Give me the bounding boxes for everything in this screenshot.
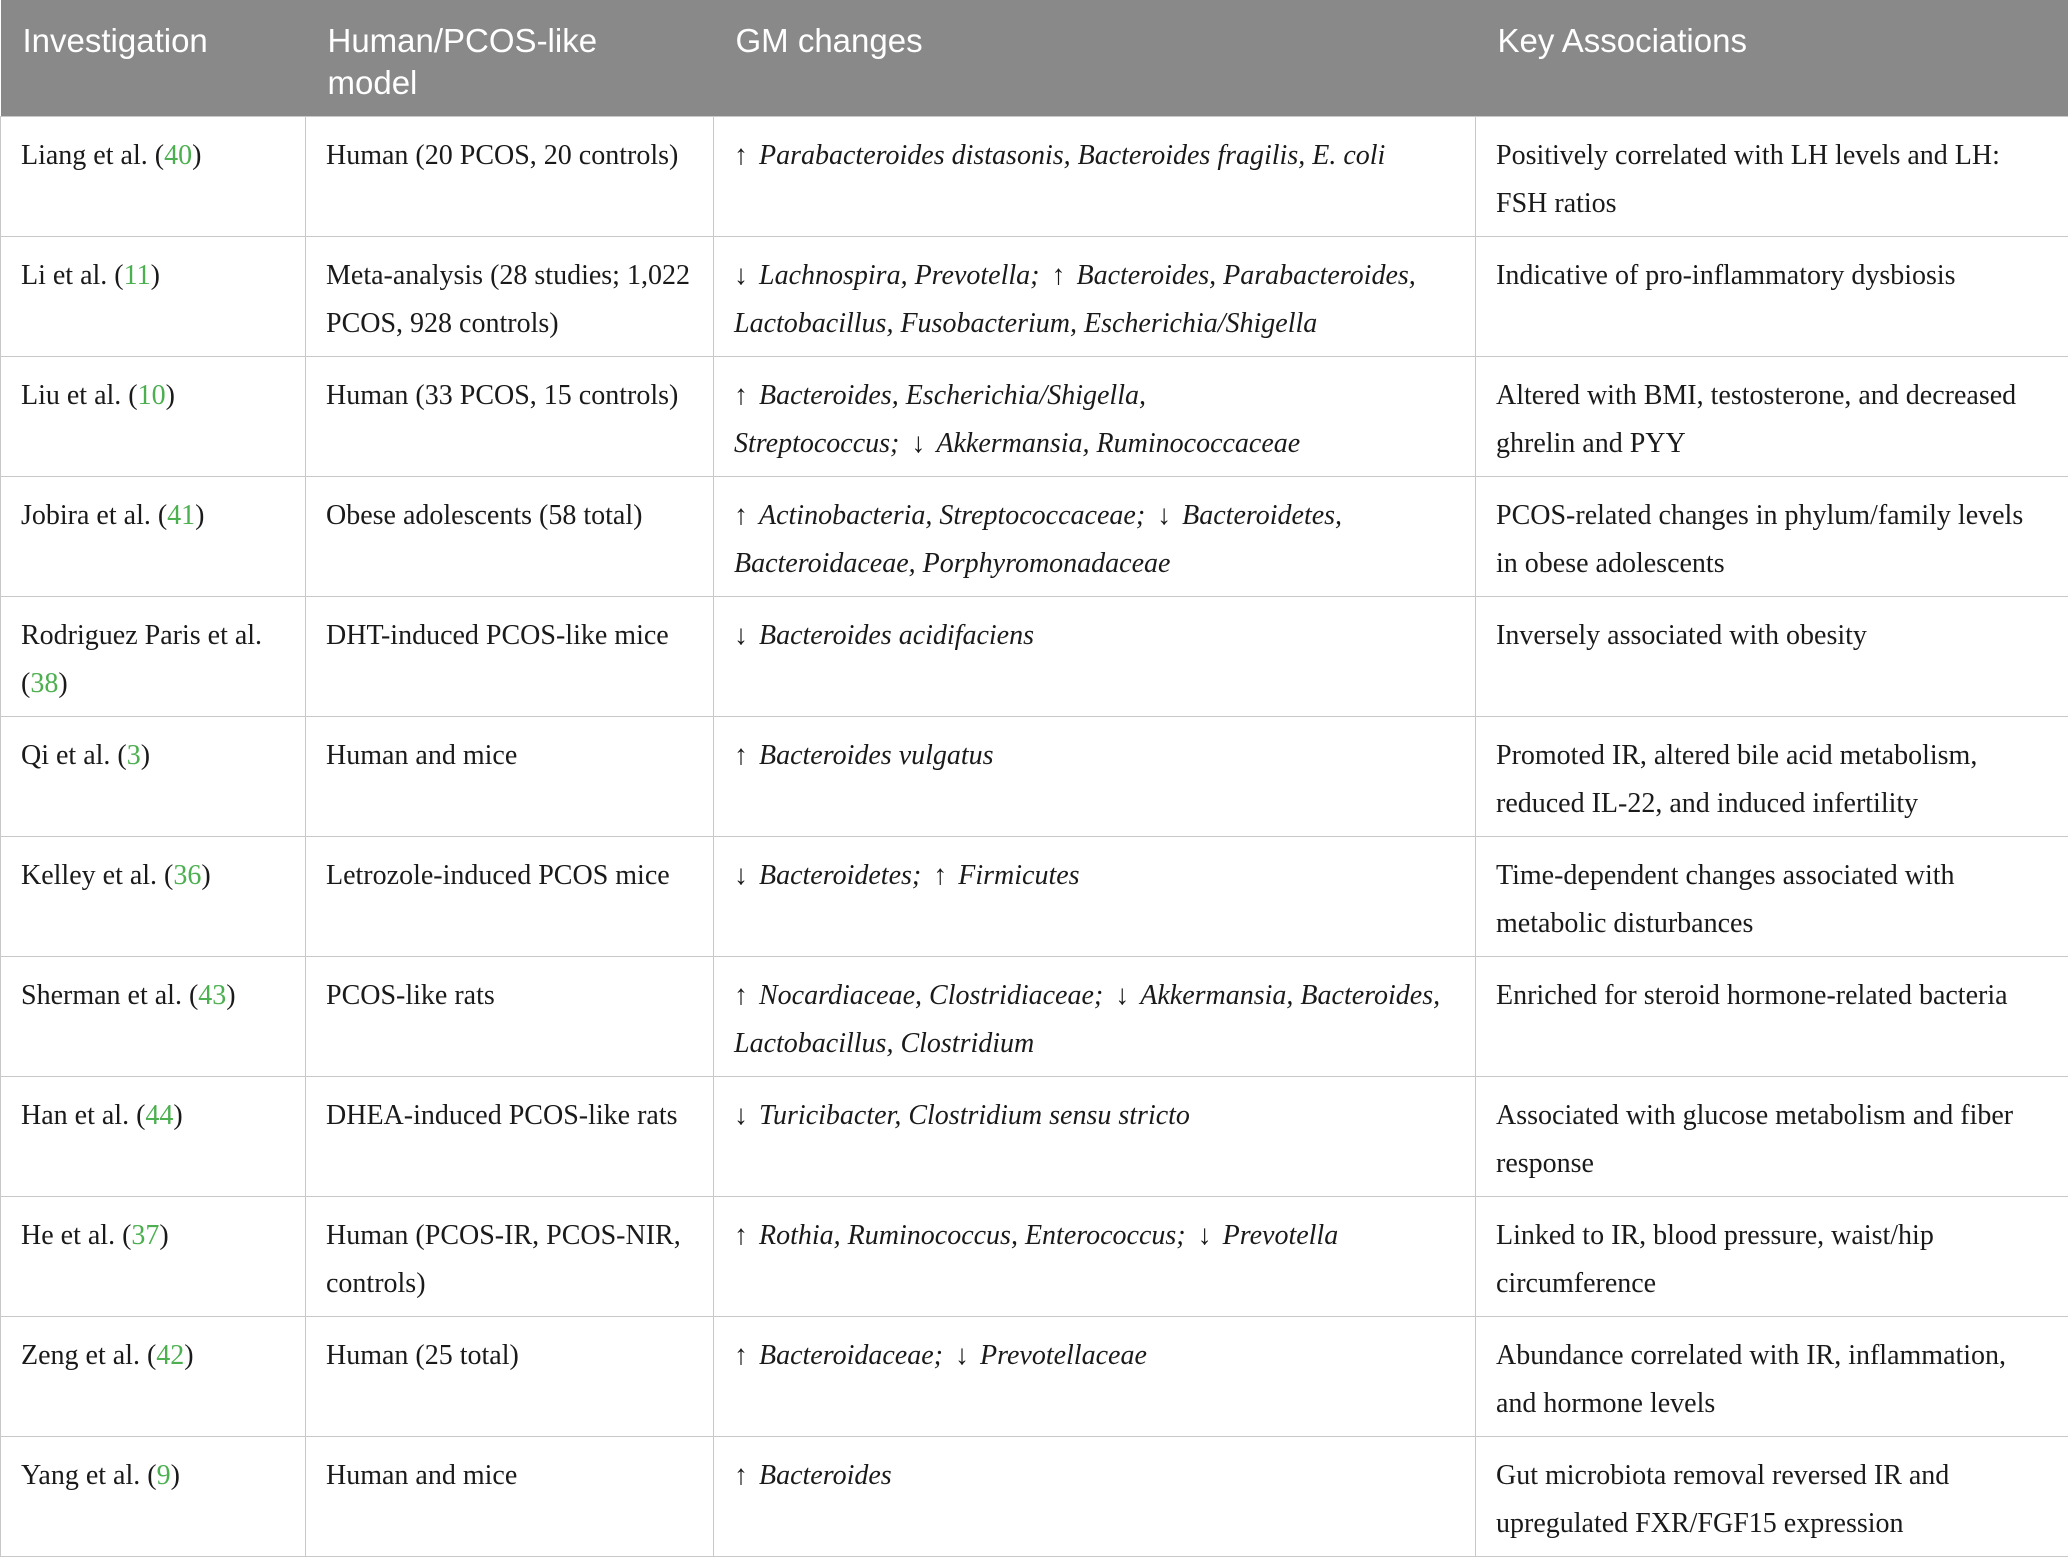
investigation-suffix: ) xyxy=(166,380,175,411)
table-row xyxy=(1,477,2068,597)
association-text: Linked to IR, blood pressure, waist/hip circumference xyxy=(1496,1220,1934,1299)
table-row xyxy=(1,597,2068,717)
up-arrow-icon: ↑ xyxy=(734,380,748,411)
gm-changes-cell xyxy=(714,117,1476,237)
citation-number[interactable]: 11 xyxy=(124,260,151,291)
association-text: Promoted IR, altered bile acid metabolism, reduced IL-22, and induced infertility xyxy=(1496,740,1977,819)
investigation-cell xyxy=(1,597,306,717)
investigation-prefix: Qi et al. ( xyxy=(21,740,127,771)
investigation-cell xyxy=(1,477,306,597)
down-arrow-icon: ↓ xyxy=(1157,500,1171,531)
down-arrow-icon: ↓ xyxy=(734,260,748,291)
model-cell xyxy=(306,957,714,1077)
gm-changes-cell xyxy=(714,597,1476,717)
column-header-investigation xyxy=(1,0,306,117)
citation-number[interactable]: 37 xyxy=(131,1220,159,1251)
model-cell xyxy=(306,1437,714,1557)
gm-taxa: Firmicutes xyxy=(958,860,1079,891)
gm-taxa: Lachnospira, Prevotella xyxy=(759,260,1030,291)
gm-changes-cell xyxy=(714,357,1476,477)
up-arrow-icon: ↑ xyxy=(734,740,748,771)
investigation-suffix: ) xyxy=(171,1460,180,1491)
investigation-suffix: ) xyxy=(195,500,204,531)
gm-changes-cell xyxy=(714,1077,1476,1197)
key-associations-cell xyxy=(1476,1197,2068,1317)
gm-taxa: Bacteroides acidifaciens xyxy=(759,620,1034,651)
down-arrow-icon: ↓ xyxy=(734,1100,748,1131)
down-arrow-icon: ↓ xyxy=(734,860,748,891)
gm-taxa: Akkermansia, Bacteroides, Lactobacillus, Clostridium xyxy=(734,980,1440,1059)
model-text: Human and mice xyxy=(326,1460,517,1491)
gm-changes-cell xyxy=(714,717,1476,837)
investigation-prefix: Sherman et al. ( xyxy=(21,980,198,1011)
key-associations-cell xyxy=(1476,117,2068,237)
investigation-prefix: Li et al. ( xyxy=(21,260,124,291)
table-row xyxy=(1,837,2068,957)
citation-number[interactable]: 38 xyxy=(30,668,58,699)
citation-number[interactable]: 36 xyxy=(173,860,201,891)
association-text: Altered with BMI, testosterone, and decreased ghrelin and PYY xyxy=(1496,380,2016,459)
investigation-prefix: Liang et al. ( xyxy=(21,140,164,171)
key-associations-cell xyxy=(1476,1077,2068,1197)
gm-taxa: Turicibacter, Clostridium sensu stricto xyxy=(759,1100,1190,1131)
column-header-label: Investigation xyxy=(23,20,208,62)
table-body xyxy=(1,117,2068,1557)
key-associations-cell xyxy=(1476,1317,2068,1437)
association-text: Inversely associated with obesity xyxy=(1496,620,1867,651)
model-text: Human (25 total) xyxy=(326,1340,519,1371)
table-header xyxy=(1,0,2068,117)
key-associations-cell xyxy=(1476,357,2068,477)
citation-number[interactable]: 3 xyxy=(127,740,141,771)
down-arrow-icon: ↓ xyxy=(955,1340,969,1371)
table-row xyxy=(1,957,2068,1077)
citation-number[interactable]: 40 xyxy=(164,140,192,171)
gm-separator: ; xyxy=(1030,260,1039,291)
model-cell xyxy=(306,717,714,837)
investigation-prefix: Rodriguez Paris et al. ( xyxy=(21,620,262,699)
header-row xyxy=(1,0,2068,117)
model-text: DHT-induced PCOS-like mice xyxy=(326,620,669,651)
investigation-prefix: Kelley et al. ( xyxy=(21,860,173,891)
association-text: Enriched for steroid hormone-related bacteria xyxy=(1496,980,2008,1011)
association-text: Positively correlated with LH levels and LH: FSH ratios xyxy=(1496,140,2000,219)
model-cell xyxy=(306,117,714,237)
investigation-suffix: ) xyxy=(226,980,235,1011)
investigation-cell xyxy=(1,1317,306,1437)
key-associations-cell xyxy=(1476,717,2068,837)
table-row xyxy=(1,717,2068,837)
investigation-suffix: ) xyxy=(159,1220,168,1251)
association-text: Associated with glucose metabolism and fiber response xyxy=(1496,1100,2013,1179)
up-arrow-icon: ↑ xyxy=(734,140,748,171)
model-text: Obese adolescents (58 total) xyxy=(326,500,642,531)
table-row xyxy=(1,117,2068,237)
down-arrow-icon: ↓ xyxy=(1115,980,1129,1011)
gm-taxa: Bacteroides vulgatus xyxy=(759,740,994,771)
up-arrow-icon: ↑ xyxy=(1051,260,1065,291)
model-text: Human (PCOS-IR, PCOS-NIR, controls) xyxy=(326,1220,681,1299)
gm-changes-cell xyxy=(714,957,1476,1077)
model-text: PCOS-like rats xyxy=(326,980,495,1011)
model-cell xyxy=(306,1317,714,1437)
model-text: DHEA-induced PCOS-like rats xyxy=(326,1100,678,1131)
up-arrow-icon: ↑ xyxy=(734,980,748,1011)
down-arrow-icon: ↓ xyxy=(734,620,748,651)
investigation-cell xyxy=(1,357,306,477)
gm-changes-cell xyxy=(714,477,1476,597)
model-text: Meta-analysis (28 studies; 1,022 PCOS, 928 controls) xyxy=(326,260,690,339)
gm-taxa: Bacteroides xyxy=(759,1460,892,1491)
column-header-label: Key Associations xyxy=(1498,20,1747,62)
column-header-key-associations xyxy=(1476,0,2068,117)
gm-separator: ; xyxy=(1094,980,1103,1011)
investigation-cell xyxy=(1,237,306,357)
gm-taxa: Bacteroidetes, Bacteroidaceae, Porphyromonadaceae xyxy=(734,500,1342,579)
investigation-cell xyxy=(1,1437,306,1557)
up-arrow-icon: ↑ xyxy=(734,1340,748,1371)
column-header-label: Human/PCOS-like model xyxy=(328,20,628,104)
model-cell xyxy=(306,1197,714,1317)
table-row xyxy=(1,357,2068,477)
citation-number[interactable]: 43 xyxy=(198,980,226,1011)
table-row xyxy=(1,1317,2068,1437)
citation-number[interactable]: 9 xyxy=(157,1460,171,1491)
investigation-prefix: Yang et al. ( xyxy=(21,1460,157,1491)
gm-taxa: Rothia, Ruminococcus, Enterococcus xyxy=(759,1220,1176,1251)
gm-taxa: Bacteroides, Parabacteroides, Lactobacillus, Fusobacterium, Escherichia/Shigella xyxy=(734,260,1416,339)
gm-separator: ; xyxy=(934,1340,943,1371)
gm-taxa: Prevotellaceae xyxy=(980,1340,1147,1371)
gm-taxa: Actinobacteria, Streptococcaceae xyxy=(759,500,1136,531)
model-text: Human and mice xyxy=(326,740,517,771)
investigation-prefix: Jobira et al. ( xyxy=(21,500,167,531)
gm-changes-cell xyxy=(714,1197,1476,1317)
up-arrow-icon: ↑ xyxy=(734,500,748,531)
table-row xyxy=(1,1197,2068,1317)
investigation-suffix: ) xyxy=(58,668,67,699)
model-cell xyxy=(306,477,714,597)
gm-taxa: Akkermansia, Ruminococcaceae xyxy=(936,428,1300,459)
gm-taxa: Prevotella xyxy=(1223,1220,1339,1251)
up-arrow-icon: ↑ xyxy=(734,1460,748,1491)
gm-taxa: Bacteroides, Escherichia/Shigella, Streptococcus xyxy=(734,380,1146,459)
key-associations-cell xyxy=(1476,237,2068,357)
investigation-cell xyxy=(1,957,306,1077)
down-arrow-icon: ↓ xyxy=(1198,1220,1212,1251)
investigation-prefix: Han et al. ( xyxy=(21,1100,145,1131)
table-row xyxy=(1,1437,2068,1557)
investigation-prefix: He et al. ( xyxy=(21,1220,131,1251)
key-associations-cell xyxy=(1476,1437,2068,1557)
table-row xyxy=(1,1077,2068,1197)
citation-number[interactable]: 44 xyxy=(145,1100,173,1131)
model-text: Human (33 PCOS, 15 controls) xyxy=(326,380,678,411)
up-arrow-icon: ↑ xyxy=(734,1220,748,1251)
model-cell xyxy=(306,597,714,717)
citation-number[interactable]: 41 xyxy=(167,500,195,531)
investigation-suffix: ) xyxy=(201,860,210,891)
column-header-label: GM changes xyxy=(736,20,923,62)
model-cell xyxy=(306,237,714,357)
citation-number[interactable]: 10 xyxy=(138,380,166,411)
model-cell xyxy=(306,837,714,957)
model-text: Human (20 PCOS, 20 controls) xyxy=(326,140,678,171)
investigation-cell xyxy=(1,837,306,957)
association-text: PCOS-related changes in phylum/family levels in obese adolescents xyxy=(1496,500,2023,579)
association-text: Abundance correlated with IR, inflammation, and hormone levels xyxy=(1496,1340,2006,1419)
gm-changes-cell xyxy=(714,1317,1476,1437)
up-arrow-icon: ↑ xyxy=(933,860,947,891)
column-header-model xyxy=(306,0,714,117)
investigation-cell xyxy=(1,117,306,237)
gm-taxa: Bacteroidaceae xyxy=(759,1340,934,1371)
association-text: Indicative of pro-inflammatory dysbiosis xyxy=(1496,260,1956,291)
gm-taxa: Bacteroidetes xyxy=(759,860,912,891)
key-associations-cell xyxy=(1476,477,2068,597)
model-cell xyxy=(306,1077,714,1197)
association-text: Time-dependent changes associated with metabolic disturbances xyxy=(1496,860,1955,939)
model-text: Letrozole-induced PCOS mice xyxy=(326,860,670,891)
investigation-suffix: ) xyxy=(173,1100,182,1131)
table-row xyxy=(1,237,2068,357)
investigation-suffix: ) xyxy=(192,140,201,171)
investigation-prefix: Zeng et al. ( xyxy=(21,1340,156,1371)
investigation-cell xyxy=(1,1077,306,1197)
gm-taxa: Nocardiaceae, Clostridiaceae xyxy=(759,980,1094,1011)
gm-changes-cell xyxy=(714,1437,1476,1557)
investigation-cell xyxy=(1,1197,306,1317)
down-arrow-icon: ↓ xyxy=(911,428,925,459)
gm-taxa: Parabacteroides distasonis, Bacteroides fragilis, E. coli xyxy=(759,140,1385,171)
association-text: Gut microbiota removal reversed IR and upregulated FXR/FGF15 expression xyxy=(1496,1460,1949,1539)
key-associations-cell xyxy=(1476,957,2068,1077)
gm-separator: ; xyxy=(1176,1220,1185,1251)
key-associations-cell xyxy=(1476,837,2068,957)
model-cell xyxy=(306,357,714,477)
gm-separator: ; xyxy=(1136,500,1145,531)
investigation-suffix: ) xyxy=(151,260,160,291)
investigation-suffix: ) xyxy=(184,1340,193,1371)
investigation-prefix: Liu et al. ( xyxy=(21,380,138,411)
investigation-cell xyxy=(1,717,306,837)
citation-number[interactable]: 42 xyxy=(156,1340,184,1371)
gm-changes-cell xyxy=(714,837,1476,957)
investigation-suffix: ) xyxy=(141,740,150,771)
gm-changes-cell xyxy=(714,237,1476,357)
key-associations-cell xyxy=(1476,597,2068,717)
gm-separator: ; xyxy=(890,428,899,459)
gm-separator: ; xyxy=(912,860,921,891)
column-header-gm-changes xyxy=(714,0,1476,117)
